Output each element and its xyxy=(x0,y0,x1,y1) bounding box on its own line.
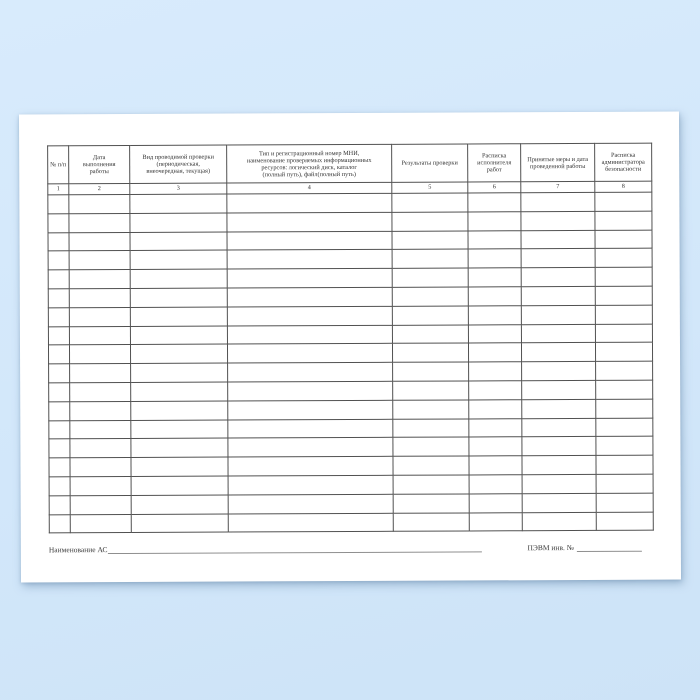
empty-cell xyxy=(70,401,131,420)
empty-cell xyxy=(521,192,595,211)
empty-cell xyxy=(595,324,652,343)
empty-cell xyxy=(228,419,393,439)
pevm-inv-blank-line xyxy=(577,544,642,552)
empty-cell xyxy=(69,326,130,345)
empty-cell xyxy=(595,230,652,249)
empty-cell xyxy=(393,400,469,419)
empty-cell xyxy=(70,495,131,514)
empty-cell xyxy=(469,456,522,475)
as-name-label: Наименование АС xyxy=(48,545,108,555)
empty-cell xyxy=(49,439,70,458)
empty-cell xyxy=(69,307,130,326)
empty-cell xyxy=(469,362,522,381)
empty-cell xyxy=(521,268,595,287)
empty-cell xyxy=(228,513,393,533)
empty-cell xyxy=(469,475,522,494)
empty-cell xyxy=(131,420,228,439)
empty-cell xyxy=(469,400,522,419)
empty-cell xyxy=(468,287,521,306)
empty-cell xyxy=(595,267,652,286)
empty-cell xyxy=(228,494,393,514)
empty-cell xyxy=(468,268,521,287)
column-title-4: Тип и регистрационный номер МНИ, наименование проверяемых информационных ресурсов: логический диск, каталог (полный путь), файл(полный путь) xyxy=(227,144,392,183)
empty-cell xyxy=(468,212,521,231)
empty-cell xyxy=(522,474,596,493)
empty-cell xyxy=(130,232,227,251)
empty-cell xyxy=(228,438,393,458)
empty-cell xyxy=(468,193,521,212)
column-number-3: 3 xyxy=(130,183,227,194)
empty-cell xyxy=(70,382,131,401)
column-number-8: 8 xyxy=(595,181,652,192)
empty-cell xyxy=(130,288,227,307)
empty-cell xyxy=(131,495,228,514)
empty-cell xyxy=(130,344,227,363)
empty-cell xyxy=(228,400,393,420)
empty-cell xyxy=(469,512,522,531)
column-title-7: Принятые меры и дата проведенной работы xyxy=(521,143,595,181)
empty-cell xyxy=(521,249,595,268)
column-number-2: 2 xyxy=(69,183,130,194)
empty-cell xyxy=(596,380,653,399)
empty-cell xyxy=(393,456,469,475)
empty-cell xyxy=(521,230,595,249)
empty-cell xyxy=(49,458,70,477)
empty-cell xyxy=(522,512,596,531)
empty-cell xyxy=(393,381,469,400)
empty-cell xyxy=(468,230,521,249)
empty-cell xyxy=(49,383,70,402)
empty-cell xyxy=(70,420,131,439)
empty-cell xyxy=(228,381,393,401)
empty-cell xyxy=(48,232,69,251)
empty-cell xyxy=(228,456,393,476)
empty-cell xyxy=(392,287,468,306)
empty-cell xyxy=(49,477,70,496)
empty-cell xyxy=(521,211,595,230)
empty-cell xyxy=(392,212,468,231)
column-title-6: Расписка исполнителя работ xyxy=(468,144,521,182)
empty-cell xyxy=(131,401,228,420)
empty-cell xyxy=(69,270,130,289)
empty-cell xyxy=(521,286,595,305)
footer-spacer xyxy=(481,544,527,552)
empty-cell xyxy=(596,361,653,380)
empty-cell xyxy=(48,251,69,270)
empty-cell xyxy=(522,493,596,512)
empty-cell xyxy=(522,456,596,475)
empty-cell xyxy=(131,382,228,401)
empty-cell xyxy=(392,249,468,268)
empty-cell xyxy=(392,268,468,287)
empty-cell xyxy=(227,250,392,270)
empty-cell xyxy=(130,194,227,213)
empty-cell xyxy=(69,251,130,270)
empty-cell xyxy=(392,343,468,362)
empty-cell xyxy=(468,306,521,325)
form-footer xyxy=(49,543,642,555)
empty-cell xyxy=(131,438,228,457)
empty-cell xyxy=(392,231,468,250)
column-number-1: 1 xyxy=(48,184,69,195)
empty-cell xyxy=(48,289,69,308)
empty-cell xyxy=(521,324,595,343)
empty-cell xyxy=(227,269,392,289)
empty-cell xyxy=(227,231,392,251)
empty-cell xyxy=(49,420,70,439)
empty-cell xyxy=(69,345,130,364)
empty-cell xyxy=(522,380,596,399)
pevm-inv-label: ПЭВМ инв. № xyxy=(527,543,574,553)
empty-cell xyxy=(69,288,130,307)
empty-cell xyxy=(49,514,70,533)
empty-cell xyxy=(596,399,653,418)
table-body xyxy=(48,192,653,533)
column-title-3: Вид проводимой проверки (периодическая, внеочередная, текущая) xyxy=(130,145,227,183)
empty-cell xyxy=(227,325,392,345)
empty-cell xyxy=(228,475,393,495)
column-number-6: 6 xyxy=(468,182,521,193)
empty-cell xyxy=(49,364,70,383)
empty-cell xyxy=(131,457,228,476)
column-number-4: 4 xyxy=(227,182,392,194)
empty-cell xyxy=(596,455,653,474)
empty-cell xyxy=(392,325,468,344)
empty-cell xyxy=(469,418,522,437)
empty-cell xyxy=(595,249,652,268)
empty-cell xyxy=(48,308,69,327)
empty-cell xyxy=(469,437,522,456)
empty-cell xyxy=(596,512,653,531)
empty-cell xyxy=(392,193,468,212)
column-title-1: № п/п xyxy=(48,146,69,184)
empty-cell xyxy=(522,418,596,437)
empty-cell xyxy=(468,343,521,362)
empty-cell xyxy=(393,494,469,513)
empty-cell xyxy=(227,193,392,213)
empty-cell xyxy=(393,362,469,381)
empty-cell xyxy=(596,437,653,456)
column-title-2: Дата выполнения работы xyxy=(69,145,130,183)
empty-cell xyxy=(130,250,227,269)
journal-table xyxy=(47,143,654,534)
empty-cell xyxy=(393,513,469,532)
empty-cell xyxy=(469,381,522,400)
empty-cell xyxy=(48,270,69,289)
header-row xyxy=(48,143,652,184)
column-title-8: Расписка администратора безопасности xyxy=(595,143,652,181)
empty-cell xyxy=(130,307,227,326)
column-number-5: 5 xyxy=(392,182,468,193)
empty-cell xyxy=(69,232,130,251)
empty-cell xyxy=(469,494,522,513)
empty-cell xyxy=(393,419,469,438)
column-number-7: 7 xyxy=(521,181,595,192)
document-page xyxy=(19,112,681,583)
empty-cell xyxy=(70,458,131,477)
empty-cell xyxy=(393,437,469,456)
empty-cell xyxy=(49,495,70,514)
empty-cell xyxy=(48,214,69,233)
empty-cell xyxy=(596,474,653,493)
empty-cell xyxy=(227,306,392,326)
empty-row xyxy=(49,512,653,533)
empty-cell xyxy=(131,514,228,533)
empty-cell xyxy=(48,195,69,214)
empty-cell xyxy=(521,343,595,362)
empty-cell xyxy=(69,194,130,213)
empty-cell xyxy=(595,305,652,324)
empty-cell xyxy=(596,418,653,437)
empty-cell xyxy=(228,362,393,382)
empty-cell xyxy=(596,493,653,512)
empty-cell xyxy=(49,401,70,420)
as-name-blank-line xyxy=(108,544,482,554)
empty-cell xyxy=(70,514,131,533)
empty-cell xyxy=(130,326,227,345)
empty-cell xyxy=(69,213,130,232)
empty-cell xyxy=(70,476,131,495)
empty-cell xyxy=(392,306,468,325)
empty-cell xyxy=(48,345,69,364)
empty-cell xyxy=(131,363,228,382)
empty-cell xyxy=(393,475,469,494)
empty-cell xyxy=(522,399,596,418)
empty-cell xyxy=(522,362,596,381)
empty-cell xyxy=(227,344,392,364)
empty-cell xyxy=(595,286,652,305)
empty-cell xyxy=(130,269,227,288)
empty-cell xyxy=(521,305,595,324)
empty-cell xyxy=(48,326,69,345)
empty-cell xyxy=(227,212,392,232)
empty-cell xyxy=(70,439,131,458)
empty-cell xyxy=(595,343,652,362)
empty-cell xyxy=(70,364,131,383)
empty-cell xyxy=(595,211,652,230)
empty-cell xyxy=(522,437,596,456)
empty-cell xyxy=(227,287,392,307)
empty-cell xyxy=(131,476,228,495)
empty-cell xyxy=(595,192,652,211)
column-title-5: Результаты проверки xyxy=(392,144,468,182)
empty-cell xyxy=(468,324,521,343)
empty-cell xyxy=(468,249,521,268)
empty-cell xyxy=(130,213,227,232)
